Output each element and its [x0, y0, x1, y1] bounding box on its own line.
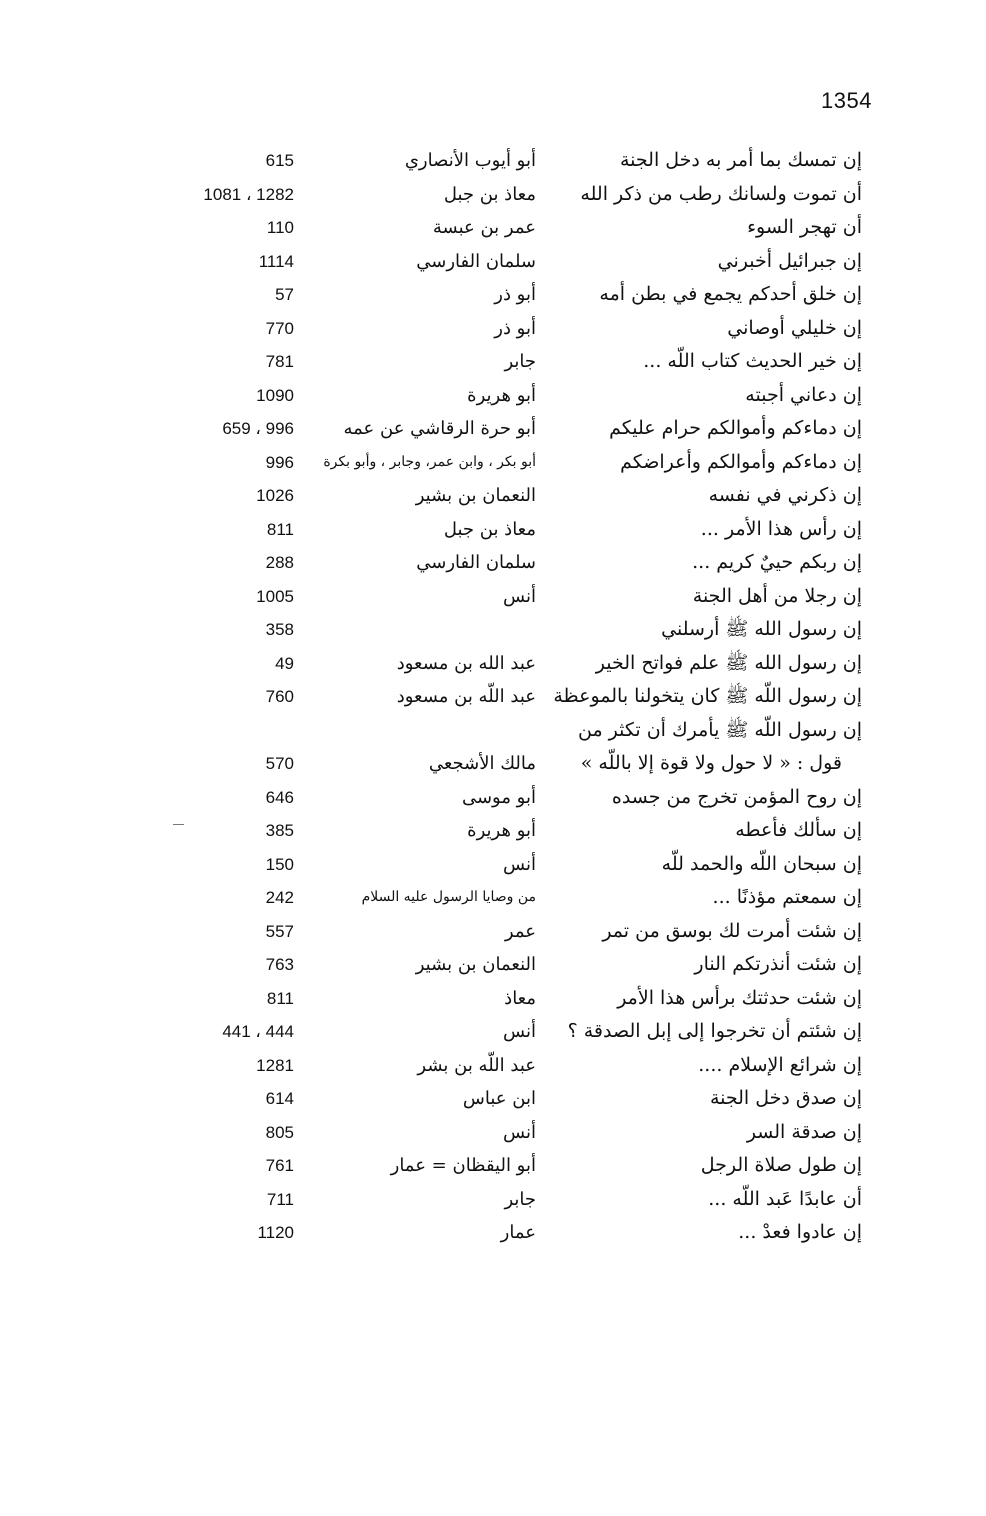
page-reference: 615	[265, 151, 294, 170]
hadith-text: إن شئت أنذرتكم النار	[694, 953, 862, 975]
index-row	[0, 1116, 986, 1150]
index-row	[0, 312, 986, 346]
index-row	[0, 1082, 986, 1116]
hadith-text: إن ذكرني في نفسه	[708, 484, 862, 506]
hadith-text: إن سبحان اللّه والحمد للّه	[661, 852, 862, 875]
hadith-text: إن تمسك بما أمر به دخل الجنة	[619, 149, 862, 171]
index-row	[0, 915, 986, 949]
page-reference: 1281	[256, 1055, 294, 1075]
narrator-name: جابر	[504, 1188, 536, 1210]
index-row	[0, 1183, 986, 1217]
page-reference: 1005	[256, 586, 294, 606]
hadith-text: إن دماءكم وأموالكم حرام عليكم	[609, 417, 862, 439]
narrator-name: جابر	[504, 351, 536, 372]
hadith-text: إن روح المؤمن تخرج من جسده	[611, 785, 862, 808]
page-reference: 805	[265, 1122, 294, 1142]
page-reference: 242	[265, 888, 294, 907]
hadith-text: إن خلق أحدكم يجمع في بطن أمه	[599, 283, 862, 305]
narrator-name: أنس	[503, 1021, 536, 1042]
hadith-text: إن صدق دخل الجنة	[709, 1087, 862, 1109]
page-reference: 1090	[256, 385, 294, 405]
index-row	[0, 546, 986, 580]
narrator-name: سلمان الفارسي	[416, 552, 536, 573]
narrator-name: أبو هريرة	[467, 384, 536, 406]
narrator-name: ابن عباس	[462, 1088, 536, 1109]
narrator-name: أبو ذر	[494, 317, 536, 339]
hadith-text: إن صدقة السر	[746, 1120, 862, 1143]
index-row	[0, 1216, 986, 1250]
page-reference: 659 ، 996	[222, 419, 294, 438]
page-reference: 761	[265, 1156, 294, 1175]
narrator-name: أبو حرة الرقاشي عن عمه	[343, 418, 536, 439]
hadith-index-table	[0, 144, 986, 1250]
index-row	[0, 814, 986, 848]
narrator-name: عمار	[500, 1222, 536, 1243]
hadith-text: إن رأس هذا الأمر ...	[700, 517, 862, 540]
page-reference: 557	[265, 921, 294, 941]
index-row	[0, 379, 986, 413]
index-row	[0, 479, 986, 513]
narrator-name: معاذ بن جبل	[443, 518, 536, 540]
hadith-text: إن طول صلاة الرجل	[700, 1154, 862, 1176]
page-reference: 811	[266, 988, 294, 1008]
narrator-name: أبو هريرة	[467, 820, 536, 841]
hadith-text: إن شئت أمرت لك بوسق من تمر	[602, 919, 862, 942]
page-reference: 763	[265, 955, 294, 974]
hadith-text: إن رسول اللّه ﷺ يأمرك أن تكثر من	[578, 718, 862, 741]
hadith-text: إن رجلا من أهل الجنة	[692, 584, 862, 607]
hadith-text: إن شئتم أن تخرجوا إلى إبل الصدقة ؟	[567, 1020, 862, 1042]
index-row	[0, 513, 986, 547]
hadith-text: إن رسول اللّه ﷺ كان يتخولنا بالموعظة	[553, 685, 862, 707]
page-reference: 1120	[257, 1223, 294, 1242]
hadith-text: إن شئت حدثتك برأس هذا الأمر	[617, 986, 862, 1009]
narrator-name: أنس	[503, 585, 536, 607]
page-reference: 288	[265, 553, 294, 572]
page-reference: 110	[266, 218, 294, 237]
index-row	[0, 1149, 986, 1183]
page-reference: 1081 ، 1282	[203, 184, 294, 204]
narrator-name: من وصايا الرسول عليه السلام	[361, 889, 536, 905]
narrator-name: عبد اللّه بن مسعود	[396, 686, 536, 707]
hadith-text: قول : « لا حول ولا قوة إلا باللّه »	[580, 752, 842, 774]
narrator-name: معاذ	[504, 987, 536, 1009]
page-reference: 1114	[258, 251, 294, 271]
index-row	[0, 278, 986, 312]
hadith-text: إن جبرائيل أخبرني	[717, 249, 862, 272]
hadith-text: إن دماءكم وأموالكم وأعراضكم	[620, 450, 862, 473]
index-row	[0, 714, 986, 748]
hadith-text: أن تهجر السوء	[747, 216, 862, 238]
index-row	[0, 144, 986, 178]
index-row	[0, 848, 986, 882]
narrator-name: عمر بن عبسة	[432, 217, 536, 238]
page-reference: 49	[275, 653, 294, 673]
index-row	[0, 345, 986, 379]
hadith-text: أن عابدًا عَبد اللّه ...	[708, 1187, 862, 1210]
narrator-name: أبو موسى	[461, 786, 536, 808]
hadith-text: إن خير الحديث كتاب اللّه ...	[643, 350, 862, 372]
page-reference: 760	[265, 687, 294, 706]
index-row	[0, 446, 986, 480]
page-reference: 150	[265, 854, 294, 874]
index-row	[0, 178, 986, 212]
hadith-text: إن عادوا فعدْ ...	[738, 1221, 862, 1243]
hadith-text: إن ربكم حييٌ كريم ...	[692, 551, 862, 573]
narrator-name: أبو اليقظان = عمار	[390, 1155, 536, 1176]
hadith-text: إن خليلي أوصاني	[727, 316, 862, 339]
hadith-text: إن سمعتم مؤذنًا ...	[712, 886, 862, 908]
page-reference: 614	[265, 1089, 294, 1108]
page-reference: 811	[266, 519, 294, 539]
index-row	[0, 1015, 986, 1049]
narrator-name: أبو ذر	[494, 284, 536, 305]
page-reference: 57	[275, 285, 294, 304]
page-reference: 770	[265, 318, 294, 338]
narrator-name: معاذ بن جبل	[443, 183, 536, 205]
page-reference: 996	[265, 452, 294, 472]
index-row	[0, 948, 986, 982]
index-row	[0, 982, 986, 1016]
hadith-text: إن سألك فأعطه	[735, 819, 862, 841]
hadith-text: إن شرائع الإسلام ....	[698, 1053, 862, 1076]
narrator-name: مالك الأشجعي	[428, 753, 536, 774]
hadith-text: إن رسول الله ﷺ أرسلني	[661, 618, 862, 640]
index-row	[0, 613, 986, 647]
hadith-text: إن رسول الله ﷺ علم فواتح الخير	[595, 651, 862, 674]
index-row	[0, 680, 986, 714]
narrator-name: سلمان الفارسي	[416, 250, 536, 272]
hadith-text: أن تموت ولسانك رطب من ذكر الله	[580, 182, 862, 205]
page-number: 1354	[821, 88, 872, 113]
hadith-text: إن دعاني أجبته	[745, 383, 862, 406]
index-row	[0, 647, 986, 681]
index-row	[0, 881, 986, 915]
index-row	[0, 747, 986, 781]
narrator-name: النعمان بن بشير	[415, 485, 536, 506]
narrator-name: أنس	[503, 1121, 536, 1143]
narrator-name: النعمان بن بشير	[415, 954, 536, 975]
index-row	[0, 580, 986, 614]
narrator-name: أنس	[503, 853, 536, 875]
page-reference: 1026	[256, 486, 294, 505]
page-reference: 570	[265, 754, 294, 773]
index-row	[0, 245, 986, 279]
index-row	[0, 211, 986, 245]
narrator-name: عمر	[504, 920, 536, 942]
narrator-name: عبد اللّه بن بشر	[417, 1054, 536, 1076]
narrator-name: عبد الله بن مسعود	[396, 652, 536, 674]
page-reference: 441 ، 444	[222, 1022, 294, 1041]
index-row	[0, 1049, 986, 1083]
narrator-name: أبو بكر ، وابن عمر، وجابر ، وأبو بكرة	[323, 453, 536, 470]
index-row	[0, 412, 986, 446]
page-reference: 711	[266, 1189, 294, 1209]
page-reference: 781	[265, 352, 294, 371]
index-row	[0, 781, 986, 815]
page-reference: 385	[265, 821, 294, 840]
page-reference: 646	[265, 787, 294, 807]
page-reference: 358	[265, 620, 294, 639]
narrator-name: أبو أيوب الأنصاري	[404, 150, 536, 171]
